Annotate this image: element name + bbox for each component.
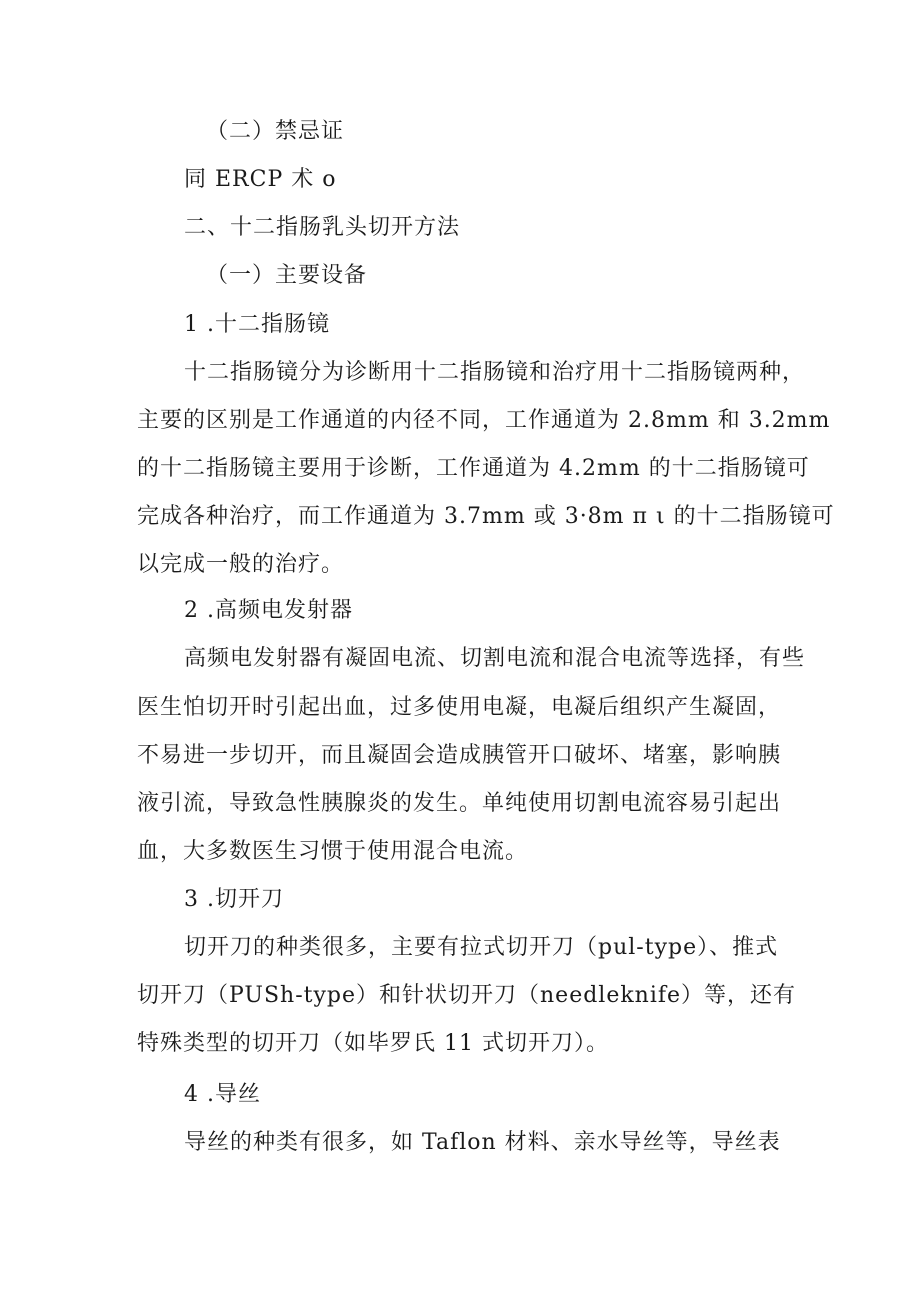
paragraph-line: 十二指肠镜分为诊断用十二指肠镜和治疗用十二指肠镜两种， bbox=[184, 360, 806, 385]
item-heading-sphincterotome: 3 .切开刀 bbox=[184, 887, 284, 912]
item-heading-duodenoscope: 1 .十二指肠镜 bbox=[184, 312, 330, 337]
subheading-contraindications: （二）禁忌证 bbox=[206, 119, 345, 144]
paragraph-line: 导丝的种类有很多，如 Taflon 材料、亲水导丝等，导丝表 bbox=[184, 1130, 781, 1155]
paragraph-line: 以完成一般的治疗。 bbox=[137, 552, 345, 577]
paragraph-line: 不易进一步切开，而且凝固会造成胰管开口破坏、堵塞，影响胰 bbox=[137, 743, 782, 768]
paragraph-line: 医生怕切开时引起出血，过多使用电凝，电凝后组织产生凝固， bbox=[137, 695, 782, 720]
paragraph-line: 高频电发射器有凝固电流、切割电流和混合电流等选择，有些 bbox=[184, 646, 806, 671]
item-heading-guidewire: 4 .导丝 bbox=[184, 1082, 261, 1107]
paragraph-line: 液引流，导致急性胰腺炎的发生。单纯使用切割电流容易引起出 bbox=[137, 791, 782, 816]
paragraph-line: 的十二指肠镜主要用于诊断，工作通道为 4.2mm 的十二指肠镜可 bbox=[137, 456, 810, 481]
subheading-main-equipment: （一）主要设备 bbox=[206, 263, 368, 288]
paragraph-line: 血，大多数医生习惯于使用混合电流。 bbox=[137, 839, 529, 864]
paragraph-line: 特殊类型的切开刀（如毕罗氏 11 式切开刀）。 bbox=[137, 1031, 609, 1056]
paragraph-line: 主要的区别是工作通道的内径不同，工作通道为 2.8mm 和 3.2mm bbox=[137, 408, 831, 433]
paragraph-line: 切开刀（PUSh-type）和针状切开刀（needleknife）等，还有 bbox=[137, 983, 797, 1008]
item-heading-hf-generator: 2 .高频电发射器 bbox=[184, 598, 353, 623]
section-heading: 二、十二指肠乳头切开方法 bbox=[184, 215, 461, 240]
paragraph-line: 同 ERCP 术 o bbox=[184, 167, 337, 192]
paragraph-line: 完成各种治疗，而工作通道为 3.7mm 或 3·8m π ι 的十二指肠镜可 bbox=[137, 504, 835, 529]
paragraph-line: 切开刀的种类很多，主要有拉式切开刀（pul-type）、推式 bbox=[184, 935, 779, 960]
